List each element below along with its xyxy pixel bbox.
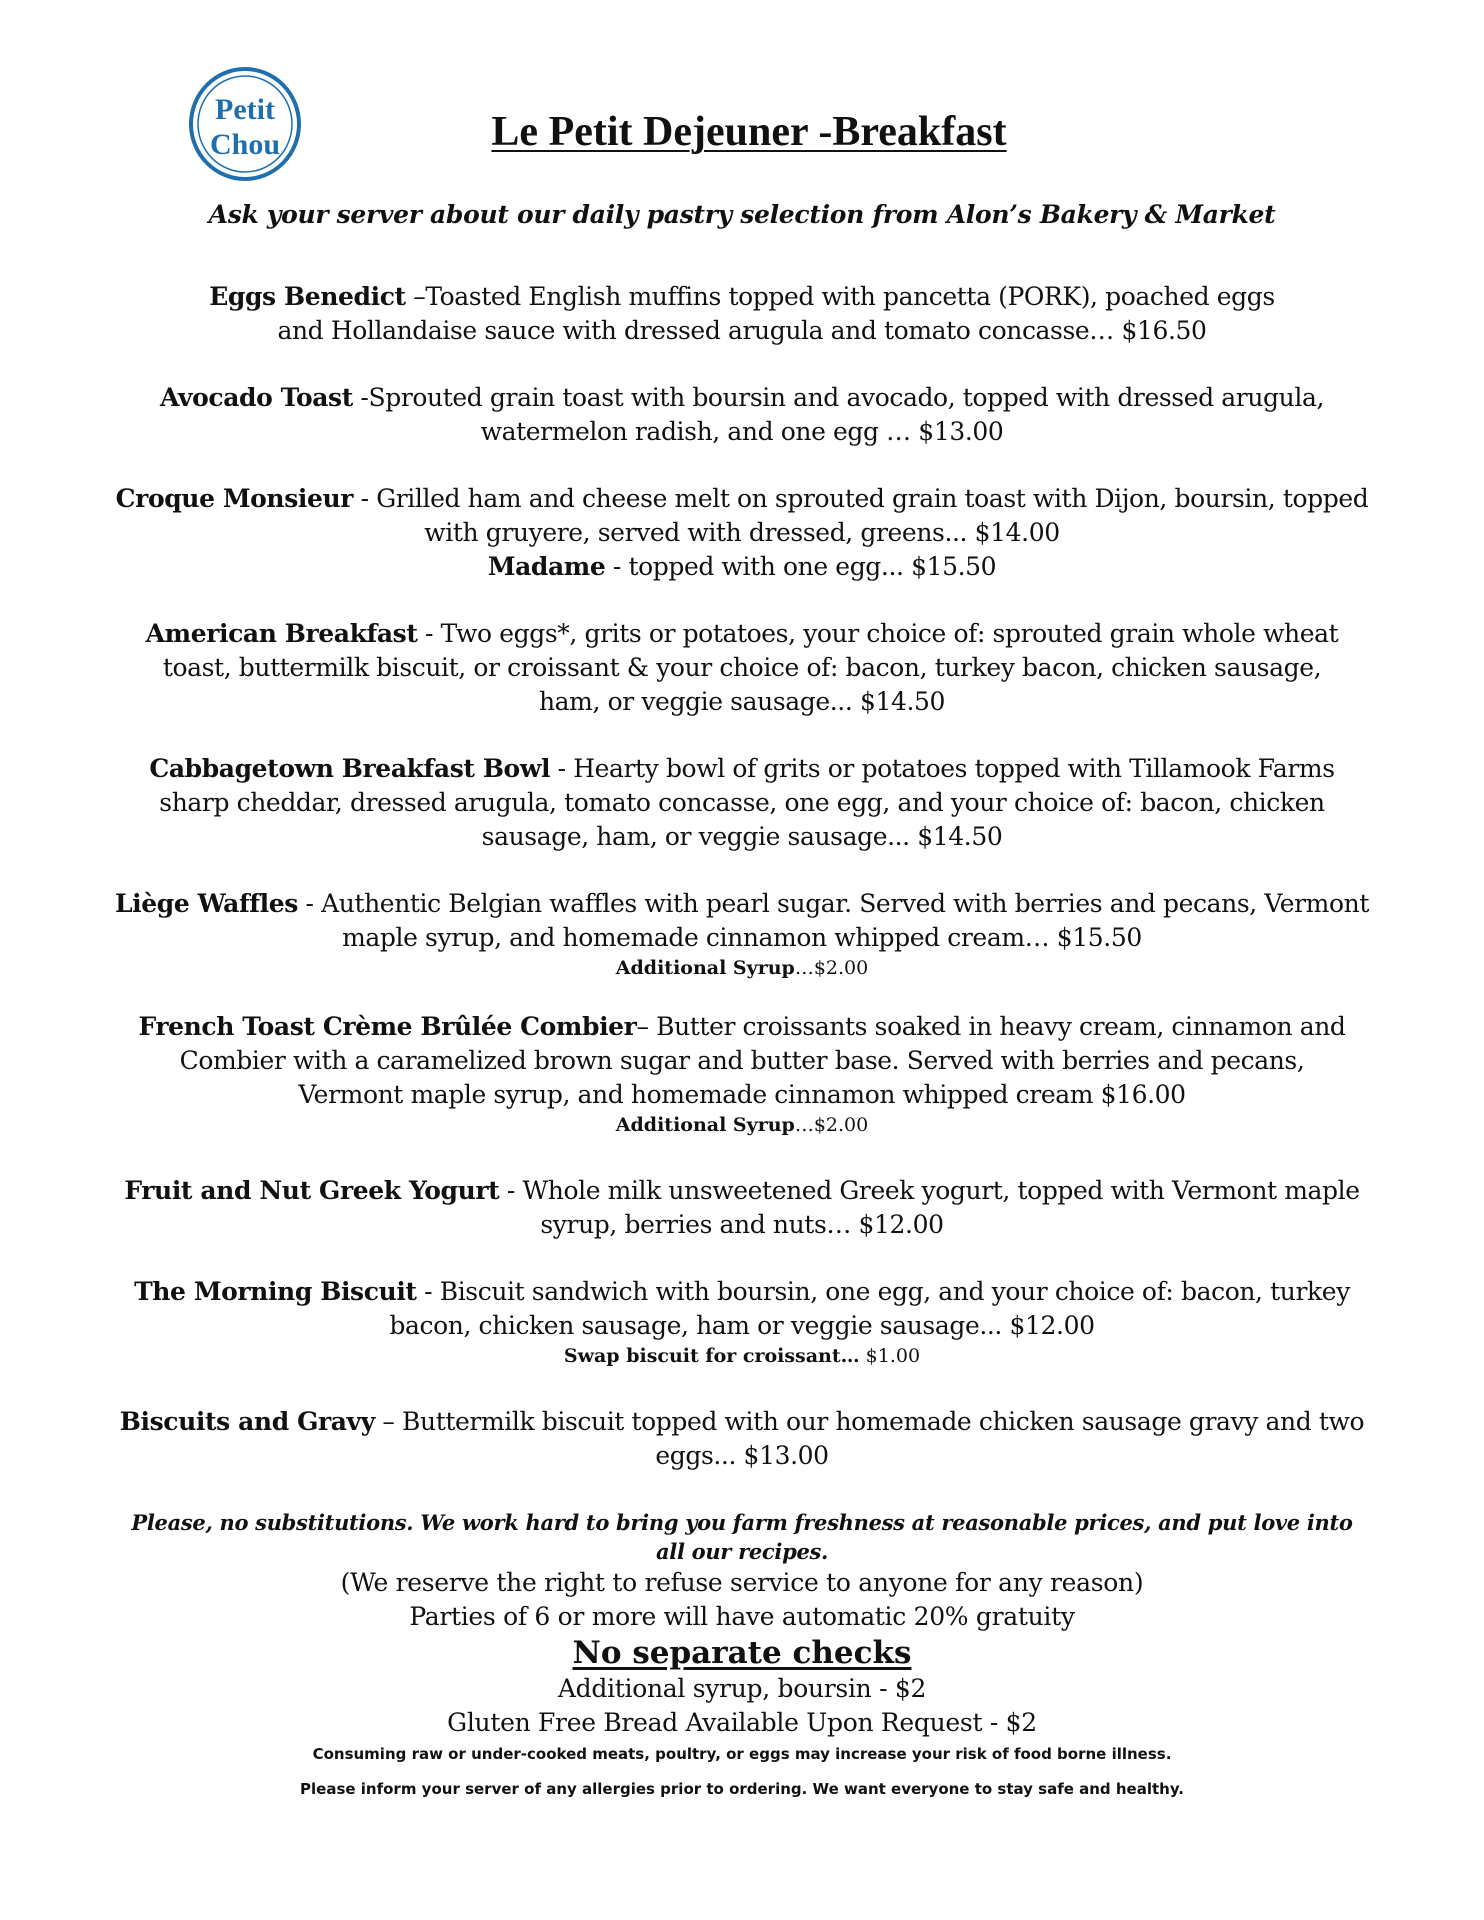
item-description: watermelon radish, and one egg … $13.00: [480, 417, 1004, 446]
substitution-policy: Please, no substitutions. We work hard to bring you farm freshness at reasonable prices, and put love into all our recipes.: [131, 1510, 1353, 1564]
item-description: bacon, chicken sausage, ham or veggie sausage... $12.00: [389, 1311, 1095, 1340]
addon-price: $1.00: [859, 1345, 921, 1367]
item-description: - Grilled ham and cheese melt on sprouted grain toast with Dijon, boursin, topped: [353, 484, 1369, 513]
item-description: sausage, ham, or veggie sausage... $14.50: [481, 822, 1003, 851]
item-description: ham, or veggie sausage... $14.50: [538, 687, 946, 716]
item-description: maple syrup, and homemade cinnamon whipped cream… $15.50: [342, 923, 1142, 952]
item-name: Eggs Benedict: [209, 282, 406, 311]
item-description: sharp cheddar, dressed arugula, tomato concasse, one egg, and your choice of: bacon, chicken: [159, 788, 1325, 817]
menu-item-french-toast: [110, 1010, 1374, 1138]
menu-item-greek-yogurt: [110, 1174, 1374, 1242]
item-name: Cabbagetown Breakfast Bowl: [149, 754, 551, 783]
addon-line: [110, 1112, 1374, 1138]
item-name: Fruit and Nut Greek Yogurt: [124, 1176, 500, 1205]
addon-line: [110, 955, 1374, 981]
item-name: Biscuits and Gravy: [119, 1407, 375, 1436]
no-separate-checks: No separate checks: [572, 1635, 912, 1671]
sub-item-description: - topped with one egg... $15.50: [605, 552, 997, 581]
item-description: Vermont maple syrup, and homemade cinnamon whipped cream $16.00: [298, 1080, 1186, 1109]
page-title: Le Petit Dejeuner -Breakfast: [491, 109, 1007, 155]
addon-price: …$2.00: [794, 1114, 869, 1136]
item-description: - Hearty bowl of grits or potatoes topped with Tillamook Farms: [550, 754, 1335, 783]
menu-item-eggs-benedict: [110, 280, 1374, 348]
refuse-service-note: (We reserve the right to refuse service to anyone for any reason): [340, 1568, 1144, 1597]
menu-item-avocado-toast: [110, 381, 1374, 449]
item-description: - Authentic Belgian waffles with pearl sugar. Served with berries and pecans, Vermont: [297, 889, 1369, 918]
item-description: – Butter croissants soaked in heavy cream, cinnamon and: [636, 1012, 1346, 1041]
item-description: - Two eggs*, grits or potatoes, your choice of: sprouted grain whole wheat: [417, 619, 1339, 648]
addon-label: Additional Syrup: [615, 957, 795, 979]
addon-label: Additional Syrup: [615, 1114, 795, 1136]
item-description: Combier with a caramelized brown sugar and butter base. Served with berries and pecans,: [179, 1046, 1305, 1075]
item-name: The Morning Biscuit: [134, 1277, 417, 1306]
menu-item-american-breakfast: [110, 617, 1374, 719]
gluten-free-note: Gluten Free Bread Available Upon Request - $2: [447, 1708, 1037, 1737]
item-description: toast, buttermilk biscuit, or croissant & your choice of: bacon, turkey bacon, chicken sausage,: [162, 653, 1322, 682]
addon-line: [110, 1343, 1374, 1369]
item-name: Liège Waffles: [114, 889, 298, 918]
pastry-note: Ask your server about our daily pastry selection from Alon’s Bakery & Market: [208, 200, 1276, 229]
item-description: -Sprouted grain toast with boursin and avocado, topped with dressed arugula,: [352, 383, 1324, 412]
footer-notes: [110, 1508, 1374, 1799]
addon-price: …$2.00: [794, 957, 869, 979]
addon-label: Swap biscuit for croissant…: [563, 1345, 860, 1367]
item-description: - Biscuit sandwich with boursin, one egg, and your choice of: bacon, turkey: [416, 1277, 1350, 1306]
item-description: – Buttermilk biscuit topped with our homemade chicken sausage gravy and two: [374, 1407, 1365, 1436]
menu-item-biscuits-gravy: [110, 1405, 1374, 1473]
item-description: - Whole milk unsweetened Greek yogurt, topped with Vermont maple: [499, 1176, 1360, 1205]
logo-text-line2: Chou: [209, 128, 281, 161]
item-name: Avocado Toast: [159, 383, 353, 412]
item-name: French Toast Crème Brûlée Combier: [138, 1012, 637, 1041]
allergy-note: Please inform your server of any allergies prior to ordering. We want everyone to stay safe and healthy.: [300, 1780, 1184, 1798]
item-description: and Hollandaise sauce with dressed arugula and tomato concasse… $16.50: [277, 316, 1207, 345]
menu-item-liege-waffles: [110, 887, 1374, 981]
menu-item-morning-biscuit: [110, 1275, 1374, 1369]
logo-text-line1: Petit: [215, 93, 275, 126]
raw-food-warning: Consuming raw or under-cooked meats, poultry, or eggs may increase your risk of food borne illness.: [312, 1745, 1172, 1763]
gratuity-note: Parties of 6 or more will have automatic 20% gratuity: [409, 1602, 1075, 1631]
item-description: –Toasted English muffins topped with pancetta (PORK), poached eggs: [405, 282, 1275, 311]
item-description: with gruyere, served with dressed, greens... $14.00: [424, 518, 1060, 547]
item-name: Croque Monsieur: [115, 484, 354, 513]
sub-item-madame: [110, 550, 1374, 584]
menu-item-cabbagetown-bowl: [110, 752, 1374, 854]
additional-charges: Additional syrup, boursin - $2: [557, 1674, 927, 1703]
item-description: syrup, berries and nuts… $12.00: [540, 1210, 944, 1239]
sub-item-name: Madame: [487, 552, 606, 581]
item-name: American Breakfast: [145, 619, 418, 648]
menu-item-croque-monsieur: [110, 482, 1374, 584]
item-description: eggs... $13.00: [655, 1441, 829, 1470]
